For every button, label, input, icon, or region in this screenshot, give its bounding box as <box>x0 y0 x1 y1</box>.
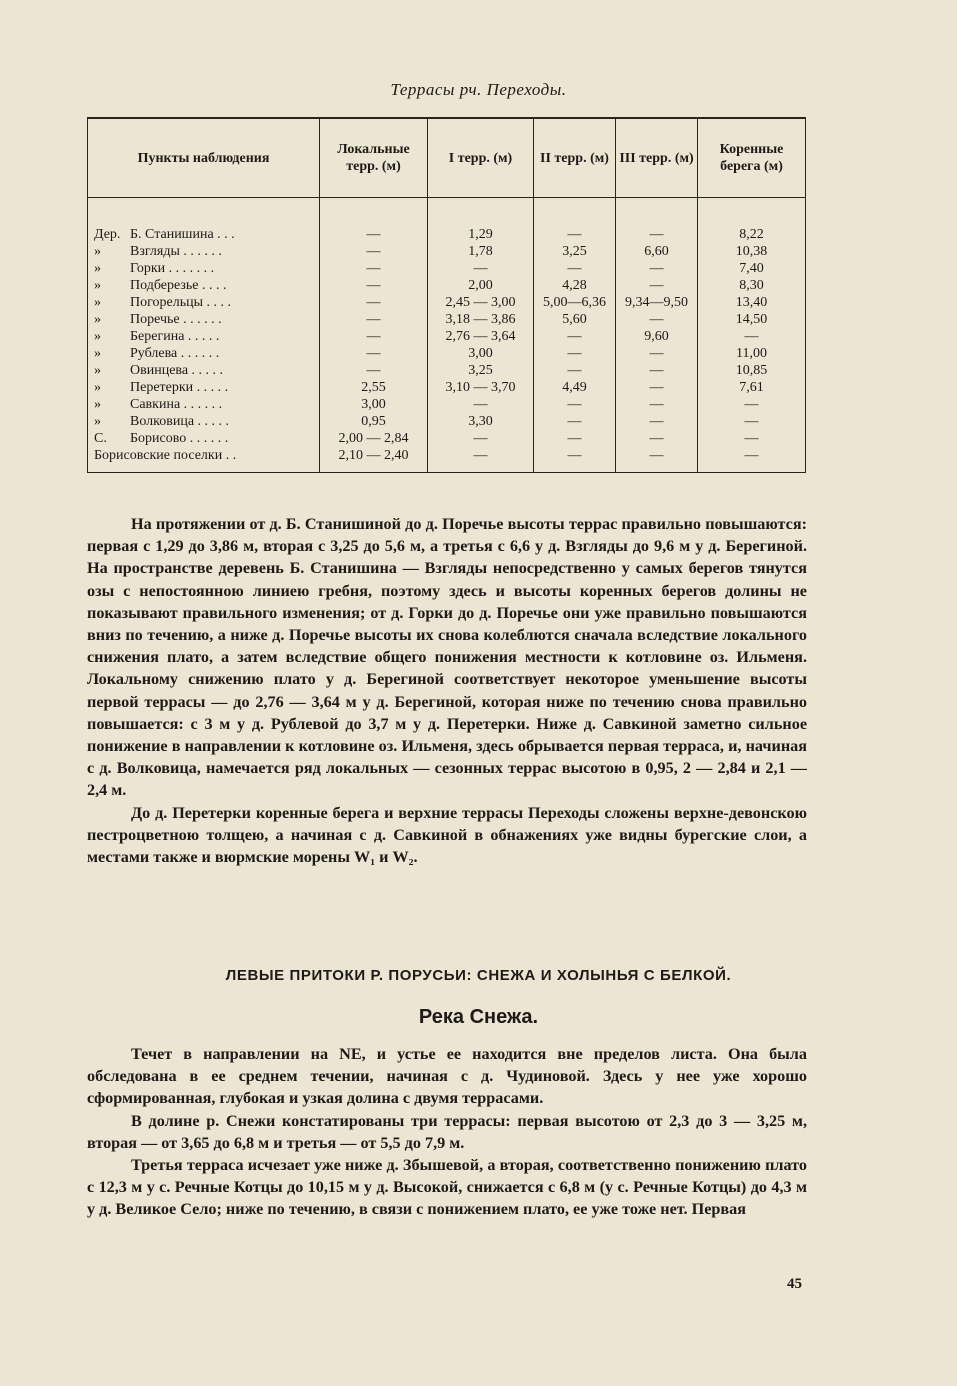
cell-loc: 2,55 <box>320 379 428 396</box>
cell-t1: 2,76 — 3,64 <box>428 328 534 345</box>
cell-loc: 3,00 <box>320 396 428 413</box>
cell-t2: — <box>534 413 616 430</box>
cell-point-name: Овинцева . . . . . <box>130 363 224 378</box>
cell-point-prefix: » <box>94 261 101 276</box>
table-row <box>88 311 806 328</box>
cell-t2: — <box>534 345 616 362</box>
cell-t2: 3,25 <box>534 243 616 260</box>
cell-t3: 9,34—9,50 <box>616 294 698 311</box>
text-block-1 <box>87 513 807 868</box>
cell-point <box>88 260 320 277</box>
cell-t3: — <box>616 260 698 277</box>
paragraph: В долине р. Снежи констатированы три террасы: первая высотою от 2,3 до 3 — 3,25 м, вторая — от 3,65 до 6,8 м и третья — от 5,5 до 7,9 м. <box>87 1111 807 1152</box>
cell-kor: — <box>698 396 806 413</box>
cell-point-prefix: » <box>94 244 101 259</box>
cell-kor: — <box>698 430 806 447</box>
cell-point-name: Савкина . . . . . . <box>130 397 223 412</box>
header-points: Пункты наблюдения <box>88 118 320 198</box>
table-row <box>88 328 806 345</box>
cell-loc: — <box>320 311 428 328</box>
cell-t1: 3,30 <box>428 413 534 430</box>
cell-point <box>88 413 320 430</box>
cell-point-name: Перетерки . . . . . <box>130 380 229 395</box>
cell-kor: 11,00 <box>698 345 806 362</box>
cell-t1: — <box>428 447 534 473</box>
cell-point-prefix: С. <box>94 431 107 446</box>
cell-kor: 10,38 <box>698 243 806 260</box>
header-local: Локальные терр. (м) <box>320 118 428 198</box>
cell-point-name: Погорельцы . . . . <box>130 295 231 310</box>
cell-t2: — <box>534 260 616 277</box>
header-terrace-2: II терр. (м) <box>534 118 616 198</box>
cell-point-name: Подберезье . . . . <box>130 278 227 293</box>
cell-loc: 0,95 <box>320 413 428 430</box>
cell-loc: — <box>320 328 428 345</box>
cell-point <box>88 277 320 294</box>
cell-t3: — <box>616 396 698 413</box>
cell-t1: — <box>428 260 534 277</box>
paragraph: Течет в направлении на NE, и устье ее находится вне пределов листа. Она была обследована в ее среднем течении, начиная с д. Чудиновой. Здесь у нее уже хорошо сформированная, глубокая и узкая долина с двумя террасами. <box>87 1045 807 1108</box>
table-row <box>88 396 806 413</box>
cell-t3: — <box>616 379 698 396</box>
cell-point-prefix: » <box>94 295 101 310</box>
cell-point <box>88 447 320 473</box>
cell-kor: 13,40 <box>698 294 806 311</box>
cell-point-prefix: » <box>94 312 101 327</box>
cell-point-prefix: » <box>94 329 101 344</box>
cell-t1: 3,18 — 3,86 <box>428 311 534 328</box>
header-terrace-3: III терр. (м) <box>616 118 698 198</box>
section-heading: ЛЕВЫЕ ПРИТОКИ Р. ПОРУСЬИ: СНЕЖА И ХОЛЫНЬЯ С БЕЛКОЙ. <box>225 967 732 984</box>
cell-loc: — <box>320 294 428 311</box>
table-row <box>88 294 806 311</box>
cell-t2: 4,49 <box>534 379 616 396</box>
cell-point-prefix: » <box>94 397 101 412</box>
cell-point-name: Горки . . . . . . . <box>130 261 215 276</box>
cell-t2: — <box>534 328 616 345</box>
cell-point-name: Борисовские поселки . . <box>94 448 237 463</box>
page-number: 45 <box>787 1276 802 1292</box>
table-body <box>88 198 806 473</box>
table-row <box>88 260 806 277</box>
paragraph: На протяжении от д. Б. Станишиной до д. Поречье высоты террас правильно повышаются: первая с 1,29 до 3,86 м, вторая с 3,25 до 5,6 м, а третья с 6,6 у д. Взгляды до 9,6 м у д. Берегиной. На пространстве деревень Б. Станишина — Взгляды непосредственно у самых берегов тянутся озы с непостоянною линиею гребня, поэтому здесь и высоты коренных берегов долины не показывают правильного изменения; от д. Горки до д. Поречье они уже правильно повышаются вниз по течению, а ниже д. Поречье высоты их снова колеблются сначала вследствие локального снижения плато, а затем вследствие общего понижения местности к котловине оз. Ильменя. Локальному снижению плато у д. Берегиной соответствует некоторое уменьшение высоты первой террасы — до 2,76 — 3,64 м у д. Берегиной, которая ниже по течению снова правильно повышается: с 3 м у д. Рублевой до 3,7 м у д. Перетерки. Ниже д. Савкиной заметно сильное понижение в направлении к котловине оз. Ильменя, здесь обрывается первая терраса, и, начиная с д. Волковица, намечается ряд локальных — сезонных террас высотою в 0,95, 2 — 2,84 и 2,1 — 2,4 м. <box>87 515 807 800</box>
cell-t2: — <box>534 362 616 379</box>
cell-t2: 5,00—6,36 <box>534 294 616 311</box>
paragraph: Третья терраса исчезает уже ниже д. Збышевой, а вторая, соответственно понижению плато с 12,3 м у с. Речные Котцы до 10,15 м у д. Высокой, снижается с 6,8 м (у с. Речные Котцы) до 4,3 м у д. Великое Село; ниже по течению, в связи с понижением плато, ее уже тоже нет. Первая <box>87 1156 807 1219</box>
cell-t3: — <box>616 226 698 243</box>
cell-t2: 5,60 <box>534 311 616 328</box>
cell-point-prefix: Дер. <box>94 227 121 242</box>
table-row <box>88 430 806 447</box>
cell-kor: 8,22 <box>698 226 806 243</box>
cell-t1: 3,00 <box>428 345 534 362</box>
cell-t2: — <box>534 226 616 243</box>
river-heading: Река Снежа. <box>418 1006 539 1028</box>
cell-point <box>88 243 320 260</box>
cell-t3: — <box>616 311 698 328</box>
table-row <box>88 226 806 243</box>
cell-t1: 1,78 <box>428 243 534 260</box>
table-row <box>88 277 806 294</box>
cell-point <box>88 311 320 328</box>
cell-point <box>88 328 320 345</box>
table-row <box>88 345 806 362</box>
cell-point-prefix: » <box>94 380 101 395</box>
cell-t1: 3,25 <box>428 362 534 379</box>
cell-t2: — <box>534 396 616 413</box>
cell-loc: — <box>320 277 428 294</box>
table-row <box>88 413 806 430</box>
cell-t1: 2,00 <box>428 277 534 294</box>
table-spacer-row <box>88 198 806 227</box>
cell-t2: — <box>534 430 616 447</box>
cell-point-name: Б. Станишина . . . <box>130 227 235 242</box>
cell-loc: 2,00 — 2,84 <box>320 430 428 447</box>
cell-point-name: Поречье . . . . . . <box>130 312 222 327</box>
cell-point <box>88 345 320 362</box>
cell-kor: 14,50 <box>698 311 806 328</box>
cell-kor: 7,40 <box>698 260 806 277</box>
cell-loc: — <box>320 260 428 277</box>
cell-point <box>88 362 320 379</box>
cell-loc: — <box>320 226 428 243</box>
cell-point <box>88 226 320 243</box>
cell-t3: — <box>616 413 698 430</box>
text-block-2 <box>87 1043 807 1221</box>
cell-point <box>88 396 320 413</box>
table-row <box>88 243 806 260</box>
cell-t1: 3,10 — 3,70 <box>428 379 534 396</box>
paragraph: До д. Перетерки коренные берега и верхние террасы Переходы сложены верхне-девонскою пестроцветною толщею, а начиная с д. Савкиной в обнажениях уже видны бурегские слои, а местами также и вюрмские морены W₁ и W₂. <box>87 803 807 867</box>
cell-point-name: Берегина . . . . . <box>130 329 220 344</box>
terraces-table <box>87 117 806 473</box>
cell-kor: 7,61 <box>698 379 806 396</box>
cell-point <box>88 294 320 311</box>
cell-kor: — <box>698 413 806 430</box>
cell-kor: — <box>698 447 806 473</box>
cell-loc: — <box>320 345 428 362</box>
table-row <box>88 379 806 396</box>
header-terrace-1: I терр. (м) <box>428 118 534 198</box>
cell-loc: — <box>320 362 428 379</box>
cell-point <box>88 379 320 396</box>
cell-kor: 10,85 <box>698 362 806 379</box>
cell-t3: 6,60 <box>616 243 698 260</box>
cell-t3: — <box>616 362 698 379</box>
cell-point-prefix: » <box>94 414 101 429</box>
cell-point-prefix: » <box>94 346 101 361</box>
cell-t3: — <box>616 345 698 362</box>
cell-t2: 4,28 <box>534 277 616 294</box>
cell-t1: 1,29 <box>428 226 534 243</box>
table-header-row <box>88 118 806 198</box>
table-row <box>88 447 806 473</box>
cell-t3: 9,60 <box>616 328 698 345</box>
cell-point-prefix: » <box>94 278 101 293</box>
cell-loc: — <box>320 243 428 260</box>
cell-t3: — <box>616 447 698 473</box>
cell-t3: — <box>616 430 698 447</box>
header-bedrock-banks: Коренные берега (м) <box>698 118 806 198</box>
cell-t3: — <box>616 277 698 294</box>
cell-t1: — <box>428 430 534 447</box>
cell-point <box>88 430 320 447</box>
cell-t2: — <box>534 447 616 473</box>
cell-kor: — <box>698 328 806 345</box>
cell-point-name: Волковица . . . . . <box>130 414 230 429</box>
table-caption: Террасы рч. Переходы. <box>390 80 567 99</box>
cell-t1: — <box>428 396 534 413</box>
cell-point-name: Рублева . . . . . . <box>130 346 220 361</box>
cell-t1: 2,45 — 3,00 <box>428 294 534 311</box>
cell-point-name: Борисово . . . . . . <box>130 431 229 446</box>
cell-loc: 2,10 — 2,40 <box>320 447 428 473</box>
cell-point-name: Взгляды . . . . . . <box>130 244 222 259</box>
cell-point-prefix: » <box>94 363 101 378</box>
table-row <box>88 362 806 379</box>
cell-kor: 8,30 <box>698 277 806 294</box>
